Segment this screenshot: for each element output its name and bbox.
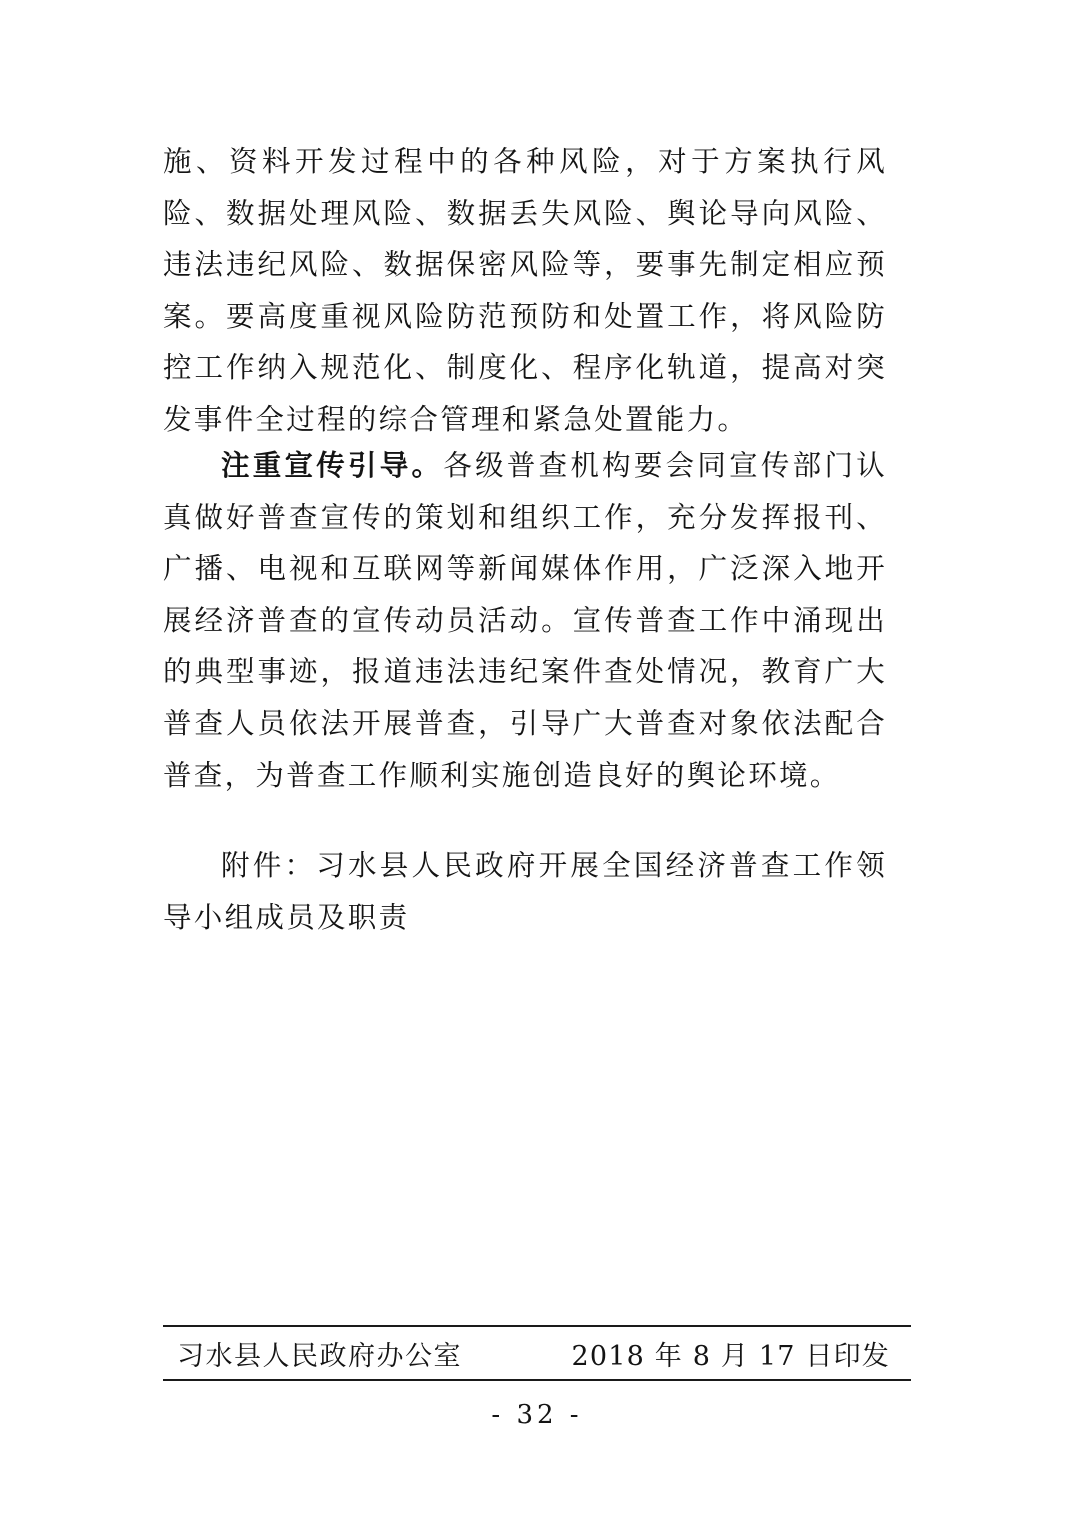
paragraph-publicity-guidance	[163, 440, 887, 801]
footer-top-rule	[163, 1325, 911, 1327]
footer-bottom-rule	[163, 1379, 911, 1381]
page-number: - 32 -	[491, 1400, 583, 1430]
footer-issuer: 习水县人民政府办公室	[177, 1341, 462, 1372]
attachment-note: 附件：习水县人民政府开展全国经济普查工作领导小组成员及职责	[163, 849, 887, 934]
footer-issue-date: 2018 年 8 月 17 日印发	[571, 1341, 890, 1372]
paragraph-publicity-heading: 注重宣传引导。	[221, 449, 444, 482]
paragraph-risk-prevention: 施、资料开发过程中的各种风险，对于方案执行风险、数据处理风险、数据丢失风险、舆论导向风险、违法违纪风险、数据保密风险等，要事先制定相应预案。要高度重视风险防范预防和处置工作，将风险防控工作纳入规范化、制度化、程序化轨道，提高对突发事件全过程的综合管理和紧急处置能力。	[163, 145, 887, 436]
paragraph-publicity-text: 各级普查机构要会同宣传部门认真做好普查宣传的策划和组织工作，充分发挥报刊、广播、电视和互联网等新闻媒体作用，广泛深入地开展经济普查的宣传动员活动。宣传普查工作中涌现出的典型事迹，报道违法违纪案件查处情况，教育广大普查人员依法开展普查，引导广大普查对象依法配合普查，为普查工作顺利实施创造良好的舆论环境。	[163, 449, 888, 792]
